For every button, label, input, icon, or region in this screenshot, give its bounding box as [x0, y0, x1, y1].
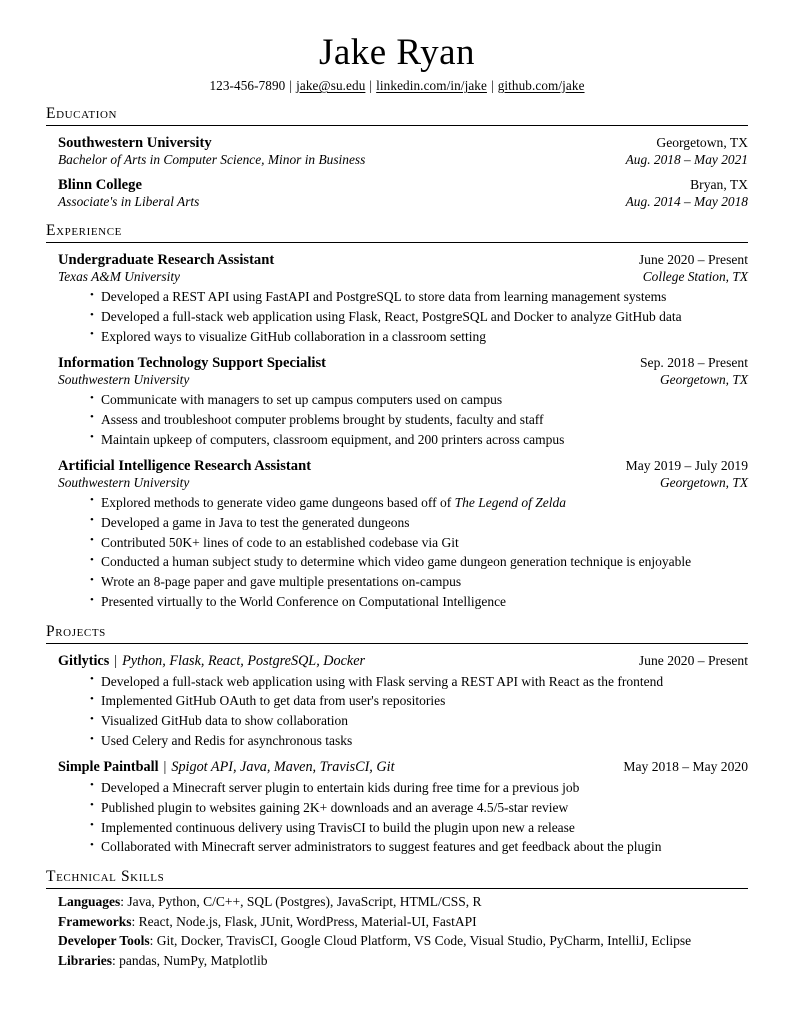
bullet-item: • Implemented GitHub OAuth to get data from user's repositories: [90, 691, 748, 711]
bullet-item: • Published plugin to websites gaining 2K+ downloads and an average 4.5/5-star review: [90, 798, 748, 818]
bullet-list: [58, 778, 748, 857]
entry-date-or-location: Bryan, TX: [690, 176, 748, 192]
section-body: [46, 243, 748, 612]
bullet-item: • Contributed 50K+ lines of code to an established codebase via Git: [90, 533, 748, 553]
bullet-item: • Visualized GitHub data to show collaboration: [90, 711, 748, 731]
bullet-list: [58, 493, 748, 612]
project-tech-stack: Python, Flask, React, PostgreSQL, Docker: [122, 652, 366, 669]
contact-link[interactable]: linkedin.com/in/jake: [376, 77, 487, 93]
section-body: [46, 889, 748, 971]
bullet-item: • Wrote an 8-page paper and gave multiple presentations on-campus: [90, 572, 748, 592]
bullet-item: • Conducted a human subject study to determine which video game dungeon generation technique is enjoyable: [90, 552, 748, 572]
entry-title: Blinn College: [58, 176, 142, 193]
section-title: Experience: [46, 222, 122, 240]
project-name: Simple Paintball: [58, 759, 159, 775]
entry-heading-row: [58, 457, 748, 475]
project-date: June 2020 – Present: [638, 652, 748, 668]
contact-link[interactable]: github.com/jake: [497, 77, 585, 93]
bullet-item: • Presented virtually to the World Conference on Computational Intelligence: [90, 592, 748, 612]
entry-heading-row: [58, 176, 748, 194]
project-heading: [58, 653, 365, 671]
entry-subheading-row: [58, 152, 748, 169]
section-education: [0, 105, 794, 211]
skill-label: Frameworks: [58, 913, 132, 929]
skill-line: [58, 931, 748, 951]
section-technical-skills: [0, 868, 794, 971]
entry-subtitle-right: College Station, TX: [642, 269, 748, 285]
skill-label: Libraries: [58, 953, 112, 969]
entry-heading-row: [58, 354, 748, 372]
entry-subtitle: Southwestern University: [58, 474, 190, 490]
project-entry: [58, 758, 748, 857]
contact-phone: 123-456-7890: [209, 77, 286, 93]
entry-subtitle-right: Aug. 2018 – May 2021: [625, 152, 748, 168]
bullet-item: • Developed a full-stack web application using with Flask serving a REST API with React as the frontend: [90, 672, 748, 692]
entry-date-or-location: May 2019 – July 2019: [625, 457, 748, 473]
bullet-item: • Explored ways to visualize GitHub collaboration in a classroom setting: [90, 327, 748, 347]
entry-subtitle: Texas A&M University: [58, 269, 180, 285]
contact-separator: |: [490, 77, 494, 93]
contact-separator: |: [369, 77, 373, 93]
entry-subheading-row: [58, 194, 748, 211]
entry-subtitle: Associate's in Liberal Arts: [58, 194, 200, 210]
entry-subtitle: Bachelor of Arts in Computer Science, Minor in Business: [58, 152, 366, 168]
bullet-list: [58, 390, 748, 450]
bullet-item: • Assess and troubleshoot computer problems brought by students, faculty and staff: [90, 410, 748, 430]
entry-subheading-row: [58, 372, 748, 389]
bullet-item: • Used Celery and Redis for asynchronous tasks: [90, 731, 748, 751]
bullet-item: • Explored methods to generate video game dungeons based off of The Legend of Zelda: [90, 493, 748, 513]
bullet-item: • Collaborated with Minecraft server administrators to suggest features and get feedback about the plugin: [90, 837, 748, 857]
project-name: Gitlytics: [58, 652, 110, 669]
skill-value: : pandas, NumPy, Matplotlib: [112, 953, 268, 969]
resume-entry: [58, 457, 748, 612]
candidate-name: Jake Ryan: [318, 32, 476, 73]
entry-subheading-row: [58, 475, 748, 492]
skill-line: [58, 912, 748, 932]
entry-subtitle: Southwestern University: [58, 372, 190, 388]
contact-link[interactable]: jake@su.edu: [296, 77, 366, 93]
project-heading-row: [58, 758, 748, 777]
section-title: Projects: [46, 622, 106, 640]
skill-line: [58, 951, 748, 971]
resume-entry: [58, 251, 748, 347]
bullet-item: • Implemented continuous delivery using TravisCI to build the plugin upon new a release: [90, 818, 748, 838]
entry-date-or-location: Sep. 2018 – Present: [640, 354, 748, 370]
resume-entry: [58, 134, 748, 169]
skill-label: Developer Tools: [58, 933, 150, 949]
project-heading-row: [58, 652, 748, 671]
contact-line: [0, 78, 794, 94]
entry-date-or-location: Georgetown, TX: [656, 134, 748, 150]
entry-heading-row: [58, 134, 748, 152]
project-entry: [58, 652, 748, 751]
entry-title: Information Technology Support Specialist: [58, 354, 327, 371]
entry-title: Undergraduate Research Assistant: [58, 252, 275, 268]
skill-value: : Git, Docker, TravisCI, Google Cloud Platform, VS Code, Visual Studio, PyCharm, IntelliJ, Eclipse: [149, 933, 692, 949]
bullet-list: [58, 287, 748, 347]
bullet-list: [58, 672, 748, 751]
contact-separator: |: [289, 77, 293, 93]
bullet-item: • Developed a REST API using FastAPI and PostgreSQL to store data from learning management systems: [90, 287, 748, 307]
bullet-emphasis: The Legend of Zelda: [454, 494, 567, 510]
project-date: May 2018 – May 2020: [623, 759, 748, 774]
project-separator: |: [163, 759, 167, 775]
entry-date-or-location: June 2020 – Present: [638, 252, 748, 267]
resume-entry: [58, 354, 748, 450]
skill-value: : React, Node.js, Flask, JUnit, WordPress, Material-UI, FastAPI: [131, 913, 477, 929]
bullet-item: • Communicate with managers to set up campus computers used on campus: [90, 390, 748, 410]
section-body: [46, 126, 748, 212]
section-projects: [0, 623, 794, 857]
skill-line: [58, 892, 748, 912]
bullet-item: • Developed a Minecraft server plugin to entertain kids during free time for a previous job: [90, 778, 748, 798]
entry-subheading-row: [58, 269, 748, 286]
project-tech-stack: Spigot API, Java, Maven, TravisCI, Git: [171, 759, 395, 775]
entry-subtitle-right: Aug. 2014 – May 2018: [625, 194, 748, 210]
resume-sections: [0, 105, 794, 971]
project-separator: |: [114, 652, 118, 669]
skill-label: Languages: [58, 894, 121, 910]
section-title: Technical Skills: [46, 868, 165, 886]
section-experience: [0, 222, 794, 612]
entry-title: Southwestern University: [58, 134, 212, 151]
bullet-item: • Developed a game in Java to test the generated dungeons: [90, 513, 748, 533]
bullet-item: • Developed a full-stack web application using Flask, React, PostgreSQL and Docker to analyze GitHub data: [90, 307, 748, 327]
project-heading: [58, 759, 395, 777]
entry-subtitle-right: Georgetown, TX: [659, 474, 748, 490]
section-title: Education: [46, 104, 118, 122]
resume-entry: [58, 176, 748, 211]
resume-header: [0, 0, 794, 94]
skill-value: : Java, Python, C/C++, SQL (Postgres), JavaScript, HTML/CSS, R: [120, 894, 482, 910]
bullet-item: • Maintain upkeep of computers, classroom equipment, and 200 printers across campus: [90, 430, 748, 450]
entry-title: Artificial Intelligence Research Assistant: [58, 457, 312, 474]
section-body: [46, 644, 748, 858]
entry-subtitle-right: Georgetown, TX: [659, 372, 748, 388]
entry-heading-row: [58, 251, 748, 269]
